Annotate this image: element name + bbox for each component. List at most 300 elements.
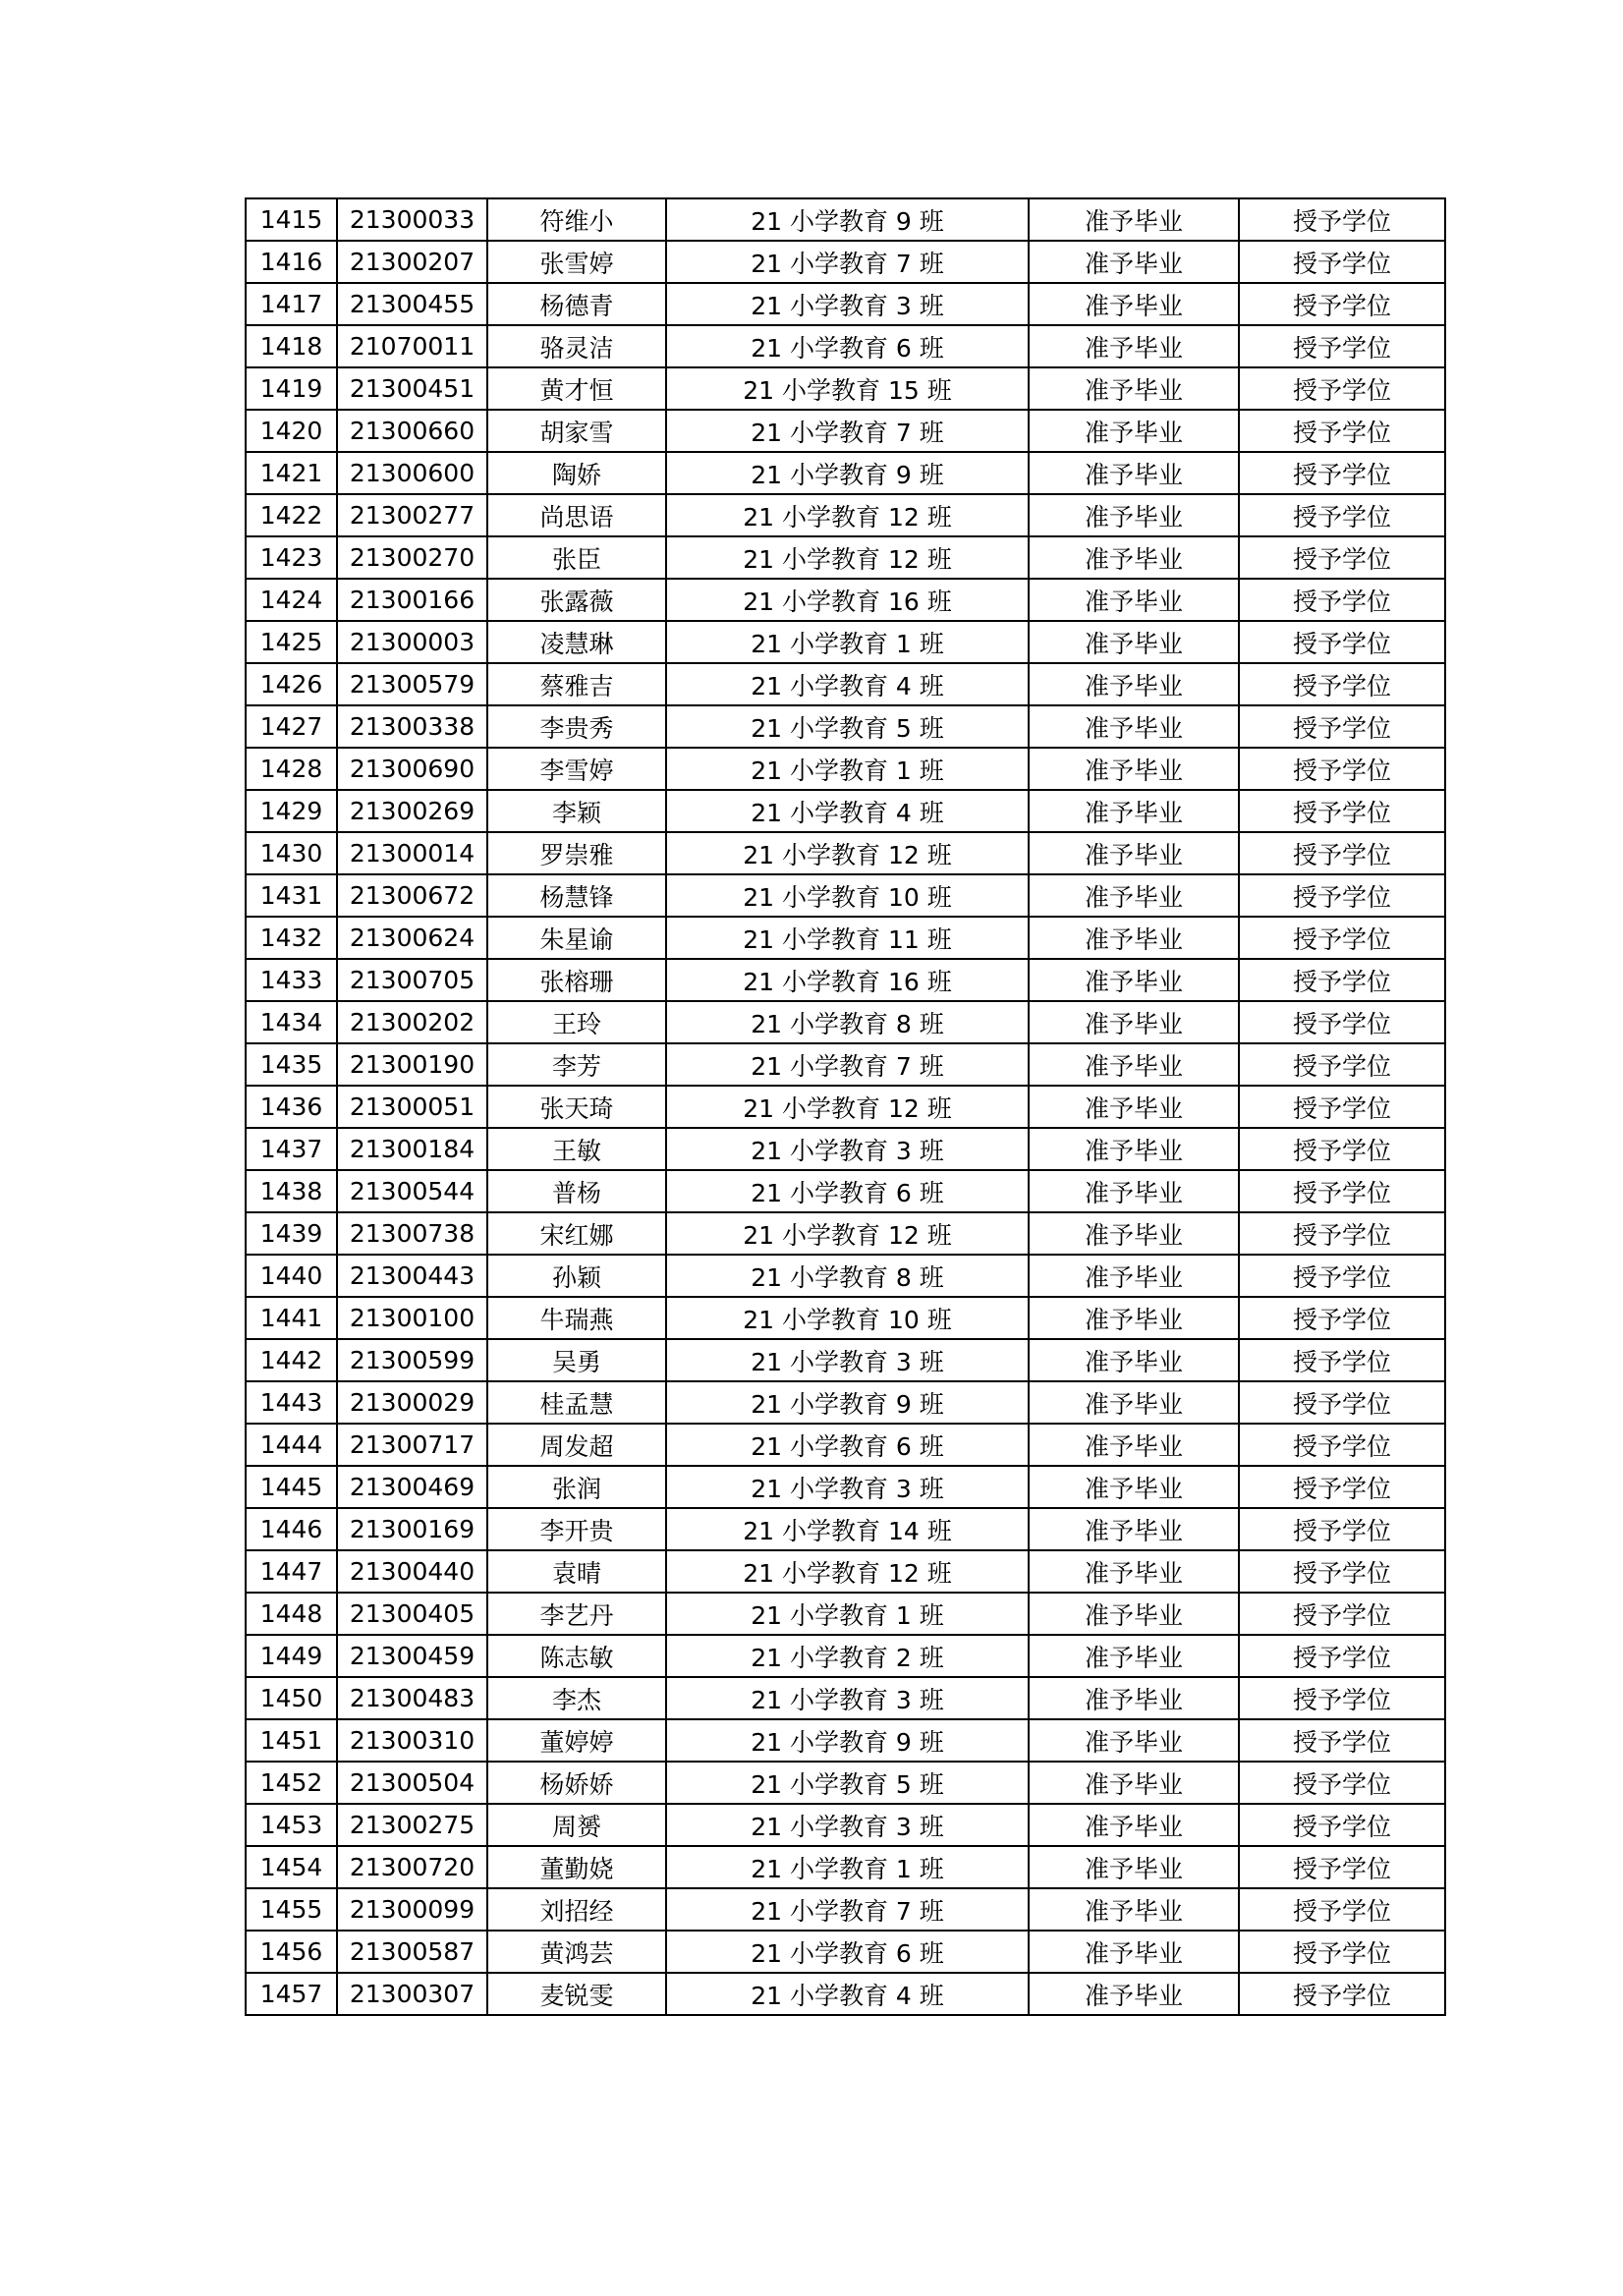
graduation-status-cell: 准予毕业: [1029, 1381, 1239, 1424]
class-name-cell: 21 小学教育 3 班: [666, 1804, 1029, 1846]
class-name-cell: 21 小学教育 9 班: [666, 198, 1029, 241]
graduation-status-cell: 准予毕业: [1029, 579, 1239, 621]
graduation-status-cell: 准予毕业: [1029, 198, 1239, 241]
degree-status-cell: 授予学位: [1239, 748, 1445, 790]
student-id-cell: 21300720: [337, 1846, 487, 1888]
graduation-status-cell: 准予毕业: [1029, 790, 1239, 832]
student-name-cell: 刘招经: [487, 1888, 666, 1931]
graduation-status-cell: 准予毕业: [1029, 241, 1239, 283]
degree-status-cell: 授予学位: [1239, 1550, 1445, 1593]
student-id-cell: 21300459: [337, 1635, 487, 1677]
seq-cell: 1434: [246, 1001, 337, 1043]
table-row: [246, 1762, 1445, 1804]
degree-status-cell: 授予学位: [1239, 1508, 1445, 1550]
degree-status-cell: 授予学位: [1239, 790, 1445, 832]
class-name-cell: 21 小学教育 4 班: [666, 1973, 1029, 2015]
student-name-cell: 李雪婷: [487, 748, 666, 790]
seq-cell: 1445: [246, 1466, 337, 1508]
student-id-cell: 21300166: [337, 579, 487, 621]
degree-status-cell: 授予学位: [1239, 1339, 1445, 1381]
table-row: [246, 283, 1445, 325]
seq-cell: 1422: [246, 494, 337, 536]
table-row: [246, 1804, 1445, 1846]
seq-cell: 1423: [246, 536, 337, 579]
student-name-cell: 骆灵洁: [487, 325, 666, 367]
student-id-cell: 21300624: [337, 917, 487, 959]
seq-cell: 1449: [246, 1635, 337, 1677]
degree-status-cell: 授予学位: [1239, 959, 1445, 1001]
table-row: [246, 579, 1445, 621]
class-name-cell: 21 小学教育 3 班: [666, 1466, 1029, 1508]
graduation-status-cell: 准予毕业: [1029, 367, 1239, 410]
student-name-cell: 胡家雪: [487, 410, 666, 452]
student-id-cell: 21300599: [337, 1339, 487, 1381]
student-id-cell: 21300455: [337, 283, 487, 325]
class-name-cell: 21 小学教育 12 班: [666, 1212, 1029, 1255]
graduation-status-cell: 准予毕业: [1029, 705, 1239, 748]
student-id-cell: 21300184: [337, 1128, 487, 1170]
degree-status-cell: 授予学位: [1239, 1086, 1445, 1128]
student-id-cell: 21300269: [337, 790, 487, 832]
class-name-cell: 21 小学教育 1 班: [666, 1593, 1029, 1635]
seq-cell: 1435: [246, 1043, 337, 1086]
class-name-cell: 21 小学教育 3 班: [666, 1339, 1029, 1381]
table-row: [246, 1043, 1445, 1086]
graduation-status-cell: 准予毕业: [1029, 283, 1239, 325]
student-id-cell: 21300440: [337, 1550, 487, 1593]
student-name-cell: 麦锐雯: [487, 1973, 666, 2015]
class-name-cell: 21 小学教育 7 班: [666, 241, 1029, 283]
table-row: [246, 1635, 1445, 1677]
degree-status-cell: 授予学位: [1239, 1931, 1445, 1973]
degree-status-cell: 授予学位: [1239, 1466, 1445, 1508]
class-name-cell: 21 小学教育 4 班: [666, 790, 1029, 832]
seq-cell: 1419: [246, 367, 337, 410]
seq-cell: 1439: [246, 1212, 337, 1255]
table-row: [246, 1170, 1445, 1212]
graduation-status-cell: 准予毕业: [1029, 1339, 1239, 1381]
seq-cell: 1433: [246, 959, 337, 1001]
student-id-cell: 21300405: [337, 1593, 487, 1635]
class-name-cell: 21 小学教育 16 班: [666, 959, 1029, 1001]
graduation-status-cell: 准予毕业: [1029, 410, 1239, 452]
seq-cell: 1444: [246, 1424, 337, 1466]
table-row: [246, 1297, 1445, 1339]
degree-status-cell: 授予学位: [1239, 1677, 1445, 1719]
seq-cell: 1426: [246, 663, 337, 705]
degree-status-cell: 授予学位: [1239, 494, 1445, 536]
graduation-status-cell: 准予毕业: [1029, 1973, 1239, 2015]
student-name-cell: 孙颖: [487, 1255, 666, 1297]
graduation-table: [245, 197, 1446, 2016]
degree-status-cell: 授予学位: [1239, 1424, 1445, 1466]
student-id-cell: 21300277: [337, 494, 487, 536]
graduation-status-cell: 准予毕业: [1029, 1550, 1239, 1593]
seq-cell: 1438: [246, 1170, 337, 1212]
table-row: [246, 1508, 1445, 1550]
class-name-cell: 21 小学教育 6 班: [666, 1931, 1029, 1973]
graduation-status-cell: 准予毕业: [1029, 1593, 1239, 1635]
graduation-status-cell: 准予毕业: [1029, 1424, 1239, 1466]
student-id-cell: 21300099: [337, 1888, 487, 1931]
seq-cell: 1450: [246, 1677, 337, 1719]
degree-status-cell: 授予学位: [1239, 1846, 1445, 1888]
student-name-cell: 尚思语: [487, 494, 666, 536]
degree-status-cell: 授予学位: [1239, 1043, 1445, 1086]
degree-status-cell: 授予学位: [1239, 241, 1445, 283]
table-row: [246, 325, 1445, 367]
class-name-cell: 21 小学教育 4 班: [666, 663, 1029, 705]
table-row: [246, 1973, 1445, 2015]
student-id-cell: 21300469: [337, 1466, 487, 1508]
student-name-cell: 周赟: [487, 1804, 666, 1846]
student-id-cell: 21070011: [337, 325, 487, 367]
graduation-status-cell: 准予毕业: [1029, 1677, 1239, 1719]
student-id-cell: 21300014: [337, 832, 487, 874]
table-row: [246, 1466, 1445, 1508]
class-name-cell: 21 小学教育 12 班: [666, 1086, 1029, 1128]
seq-cell: 1431: [246, 874, 337, 917]
class-name-cell: 21 小学教育 10 班: [666, 1297, 1029, 1339]
graduation-status-cell: 准予毕业: [1029, 1719, 1239, 1762]
seq-cell: 1432: [246, 917, 337, 959]
student-id-cell: 21300483: [337, 1677, 487, 1719]
student-name-cell: 陶娇: [487, 452, 666, 494]
graduation-status-cell: 准予毕业: [1029, 1297, 1239, 1339]
seq-cell: 1456: [246, 1931, 337, 1973]
seq-cell: 1425: [246, 621, 337, 663]
student-id-cell: 21300169: [337, 1508, 487, 1550]
seq-cell: 1428: [246, 748, 337, 790]
class-name-cell: 21 小学教育 5 班: [666, 1762, 1029, 1804]
table-row: [246, 1212, 1445, 1255]
table-row: [246, 917, 1445, 959]
degree-status-cell: 授予学位: [1239, 1973, 1445, 2015]
student-name-cell: 宋红娜: [487, 1212, 666, 1255]
degree-status-cell: 授予学位: [1239, 1170, 1445, 1212]
graduation-status-cell: 准予毕业: [1029, 621, 1239, 663]
table-row: [246, 1339, 1445, 1381]
class-name-cell: 21 小学教育 15 班: [666, 367, 1029, 410]
graduation-status-cell: 准予毕业: [1029, 663, 1239, 705]
table-row: [246, 198, 1445, 241]
table-row: [246, 705, 1445, 748]
graduation-status-cell: 准予毕业: [1029, 959, 1239, 1001]
student-name-cell: 张榕珊: [487, 959, 666, 1001]
student-name-cell: 董勤娆: [487, 1846, 666, 1888]
degree-status-cell: 授予学位: [1239, 410, 1445, 452]
table-row: [246, 1086, 1445, 1128]
student-id-cell: 21300338: [337, 705, 487, 748]
table-body: [246, 198, 1445, 2015]
student-name-cell: 王玲: [487, 1001, 666, 1043]
student-name-cell: 吴勇: [487, 1339, 666, 1381]
degree-status-cell: 授予学位: [1239, 452, 1445, 494]
student-name-cell: 杨德青: [487, 283, 666, 325]
table-row: [246, 1255, 1445, 1297]
student-name-cell: 黄鸿芸: [487, 1931, 666, 1973]
class-name-cell: 21 小学教育 1 班: [666, 1846, 1029, 1888]
graduation-status-cell: 准予毕业: [1029, 325, 1239, 367]
graduation-status-cell: 准予毕业: [1029, 1508, 1239, 1550]
student-id-cell: 21300270: [337, 536, 487, 579]
student-name-cell: 普杨: [487, 1170, 666, 1212]
table-row: [246, 536, 1445, 579]
table-row: [246, 1381, 1445, 1424]
table-row: [246, 621, 1445, 663]
student-id-cell: 21300202: [337, 1001, 487, 1043]
student-id-cell: 21300705: [337, 959, 487, 1001]
seq-cell: 1436: [246, 1086, 337, 1128]
student-name-cell: 王敏: [487, 1128, 666, 1170]
student-name-cell: 李颖: [487, 790, 666, 832]
graduation-status-cell: 准予毕业: [1029, 536, 1239, 579]
table-row: [246, 1719, 1445, 1762]
class-name-cell: 21 小学教育 12 班: [666, 1550, 1029, 1593]
table-row: [246, 874, 1445, 917]
student-id-cell: 21300051: [337, 1086, 487, 1128]
student-id-cell: 21300544: [337, 1170, 487, 1212]
class-name-cell: 21 小学教育 6 班: [666, 325, 1029, 367]
table-row: [246, 959, 1445, 1001]
seq-cell: 1442: [246, 1339, 337, 1381]
student-id-cell: 21300033: [337, 198, 487, 241]
student-name-cell: 陈志敏: [487, 1635, 666, 1677]
degree-status-cell: 授予学位: [1239, 367, 1445, 410]
degree-status-cell: 授予学位: [1239, 1635, 1445, 1677]
student-name-cell: 桂孟慧: [487, 1381, 666, 1424]
table-row: [246, 1424, 1445, 1466]
graduation-status-cell: 准予毕业: [1029, 452, 1239, 494]
table-row: [246, 1128, 1445, 1170]
student-id-cell: 21300029: [337, 1381, 487, 1424]
class-name-cell: 21 小学教育 6 班: [666, 1170, 1029, 1212]
student-name-cell: 袁晴: [487, 1550, 666, 1593]
class-name-cell: 21 小学教育 3 班: [666, 283, 1029, 325]
table-row: [246, 241, 1445, 283]
class-name-cell: 21 小学教育 9 班: [666, 452, 1029, 494]
seq-cell: 1443: [246, 1381, 337, 1424]
class-name-cell: 21 小学教育 14 班: [666, 1508, 1029, 1550]
student-name-cell: 张雪婷: [487, 241, 666, 283]
student-id-cell: 21300190: [337, 1043, 487, 1086]
graduation-status-cell: 准予毕业: [1029, 1804, 1239, 1846]
table-row: [246, 1593, 1445, 1635]
table-row: [246, 1931, 1445, 1973]
graduation-status-cell: 准予毕业: [1029, 1846, 1239, 1888]
student-name-cell: 张天琦: [487, 1086, 666, 1128]
seq-cell: 1441: [246, 1297, 337, 1339]
table-row: [246, 494, 1445, 536]
degree-status-cell: 授予学位: [1239, 1212, 1445, 1255]
graduation-status-cell: 准予毕业: [1029, 1762, 1239, 1804]
table-row: [246, 1001, 1445, 1043]
graduation-status-cell: 准予毕业: [1029, 1888, 1239, 1931]
graduation-status-cell: 准予毕业: [1029, 1466, 1239, 1508]
seq-cell: 1451: [246, 1719, 337, 1762]
table-row: [246, 1846, 1445, 1888]
seq-cell: 1418: [246, 325, 337, 367]
degree-status-cell: 授予学位: [1239, 621, 1445, 663]
student-name-cell: 蔡雅吉: [487, 663, 666, 705]
seq-cell: 1440: [246, 1255, 337, 1297]
student-name-cell: 张润: [487, 1466, 666, 1508]
class-name-cell: 21 小学教育 9 班: [666, 1381, 1029, 1424]
graduation-status-cell: 准予毕业: [1029, 917, 1239, 959]
degree-status-cell: 授予学位: [1239, 1719, 1445, 1762]
graduation-status-cell: 准予毕业: [1029, 1128, 1239, 1170]
degree-status-cell: 授予学位: [1239, 1001, 1445, 1043]
degree-status-cell: 授予学位: [1239, 874, 1445, 917]
class-name-cell: 21 小学教育 1 班: [666, 621, 1029, 663]
degree-status-cell: 授予学位: [1239, 832, 1445, 874]
table-row: [246, 1550, 1445, 1593]
student-id-cell: 21300100: [337, 1297, 487, 1339]
student-id-cell: 21300660: [337, 410, 487, 452]
student-name-cell: 朱星谕: [487, 917, 666, 959]
seq-cell: 1452: [246, 1762, 337, 1804]
student-id-cell: 21300504: [337, 1762, 487, 1804]
table-row: [246, 1677, 1445, 1719]
student-id-cell: 21300738: [337, 1212, 487, 1255]
seq-cell: 1453: [246, 1804, 337, 1846]
class-name-cell: 21 小学教育 9 班: [666, 1719, 1029, 1762]
degree-status-cell: 授予学位: [1239, 917, 1445, 959]
student-name-cell: 李艺丹: [487, 1593, 666, 1635]
class-name-cell: 21 小学教育 3 班: [666, 1677, 1029, 1719]
seq-cell: 1416: [246, 241, 337, 283]
class-name-cell: 21 小学教育 3 班: [666, 1128, 1029, 1170]
table-row: [246, 663, 1445, 705]
table-row: [246, 832, 1445, 874]
class-name-cell: 21 小学教育 7 班: [666, 1888, 1029, 1931]
degree-status-cell: 授予学位: [1239, 1128, 1445, 1170]
degree-status-cell: 授予学位: [1239, 1762, 1445, 1804]
seq-cell: 1447: [246, 1550, 337, 1593]
class-name-cell: 21 小学教育 5 班: [666, 705, 1029, 748]
table-row: [246, 410, 1445, 452]
graduation-status-cell: 准予毕业: [1029, 1255, 1239, 1297]
degree-status-cell: 授予学位: [1239, 536, 1445, 579]
seq-cell: 1446: [246, 1508, 337, 1550]
class-name-cell: 21 小学教育 6 班: [666, 1424, 1029, 1466]
graduation-status-cell: 准予毕业: [1029, 494, 1239, 536]
seq-cell: 1424: [246, 579, 337, 621]
seq-cell: 1420: [246, 410, 337, 452]
student-id-cell: 21300207: [337, 241, 487, 283]
student-id-cell: 21300717: [337, 1424, 487, 1466]
seq-cell: 1421: [246, 452, 337, 494]
student-name-cell: 罗崇雅: [487, 832, 666, 874]
class-name-cell: 21 小学教育 7 班: [666, 410, 1029, 452]
degree-status-cell: 授予学位: [1239, 1593, 1445, 1635]
graduation-status-cell: 准予毕业: [1029, 874, 1239, 917]
student-id-cell: 21300003: [337, 621, 487, 663]
table-row: [246, 367, 1445, 410]
seq-cell: 1448: [246, 1593, 337, 1635]
class-name-cell: 21 小学教育 12 班: [666, 536, 1029, 579]
graduation-status-cell: 准予毕业: [1029, 1931, 1239, 1973]
student-name-cell: 张臣: [487, 536, 666, 579]
student-id-cell: 21300275: [337, 1804, 487, 1846]
graduation-status-cell: 准予毕业: [1029, 832, 1239, 874]
table-row: [246, 748, 1445, 790]
student-name-cell: 李芳: [487, 1043, 666, 1086]
student-id-cell: 21300451: [337, 367, 487, 410]
seq-cell: 1437: [246, 1128, 337, 1170]
student-name-cell: 李贵秀: [487, 705, 666, 748]
class-name-cell: 21 小学教育 10 班: [666, 874, 1029, 917]
student-name-cell: 李杰: [487, 1677, 666, 1719]
seq-cell: 1415: [246, 198, 337, 241]
seq-cell: 1427: [246, 705, 337, 748]
student-id-cell: 21300443: [337, 1255, 487, 1297]
student-name-cell: 黄才恒: [487, 367, 666, 410]
student-id-cell: 21300310: [337, 1719, 487, 1762]
graduation-status-cell: 准予毕业: [1029, 1635, 1239, 1677]
degree-status-cell: 授予学位: [1239, 579, 1445, 621]
seq-cell: 1457: [246, 1973, 337, 2015]
student-id-cell: 21300672: [337, 874, 487, 917]
student-id-cell: 21300600: [337, 452, 487, 494]
student-name-cell: 符维小: [487, 198, 666, 241]
student-id-cell: 21300690: [337, 748, 487, 790]
degree-status-cell: 授予学位: [1239, 198, 1445, 241]
student-name-cell: 张露薇: [487, 579, 666, 621]
class-name-cell: 21 小学教育 12 班: [666, 832, 1029, 874]
graduation-status-cell: 准予毕业: [1029, 1086, 1239, 1128]
student-name-cell: 杨娇娇: [487, 1762, 666, 1804]
student-name-cell: 李开贵: [487, 1508, 666, 1550]
degree-status-cell: 授予学位: [1239, 283, 1445, 325]
degree-status-cell: 授予学位: [1239, 1297, 1445, 1339]
student-name-cell: 杨慧锋: [487, 874, 666, 917]
degree-status-cell: 授予学位: [1239, 1804, 1445, 1846]
student-name-cell: 凌慧琳: [487, 621, 666, 663]
student-name-cell: 牛瑞燕: [487, 1297, 666, 1339]
degree-status-cell: 授予学位: [1239, 663, 1445, 705]
table-row: [246, 452, 1445, 494]
graduation-status-cell: 准予毕业: [1029, 748, 1239, 790]
student-id-cell: 21300587: [337, 1931, 487, 1973]
class-name-cell: 21 小学教育 2 班: [666, 1635, 1029, 1677]
degree-status-cell: 授予学位: [1239, 705, 1445, 748]
student-id-cell: 21300307: [337, 1973, 487, 2015]
seq-cell: 1454: [246, 1846, 337, 1888]
degree-status-cell: 授予学位: [1239, 1381, 1445, 1424]
class-name-cell: 21 小学教育 12 班: [666, 494, 1029, 536]
seq-cell: 1429: [246, 790, 337, 832]
class-name-cell: 21 小学教育 8 班: [666, 1001, 1029, 1043]
class-name-cell: 21 小学教育 11 班: [666, 917, 1029, 959]
seq-cell: 1417: [246, 283, 337, 325]
seq-cell: 1455: [246, 1888, 337, 1931]
degree-status-cell: 授予学位: [1239, 1255, 1445, 1297]
class-name-cell: 21 小学教育 7 班: [666, 1043, 1029, 1086]
table-row: [246, 790, 1445, 832]
graduation-status-cell: 准予毕业: [1029, 1170, 1239, 1212]
graduation-status-cell: 准予毕业: [1029, 1001, 1239, 1043]
class-name-cell: 21 小学教育 16 班: [666, 579, 1029, 621]
student-id-cell: 21300579: [337, 663, 487, 705]
student-name-cell: 董婷婷: [487, 1719, 666, 1762]
class-name-cell: 21 小学教育 1 班: [666, 748, 1029, 790]
seq-cell: 1430: [246, 832, 337, 874]
class-name-cell: 21 小学教育 8 班: [666, 1255, 1029, 1297]
table-row: [246, 1888, 1445, 1931]
graduation-status-cell: 准予毕业: [1029, 1212, 1239, 1255]
degree-status-cell: 授予学位: [1239, 325, 1445, 367]
